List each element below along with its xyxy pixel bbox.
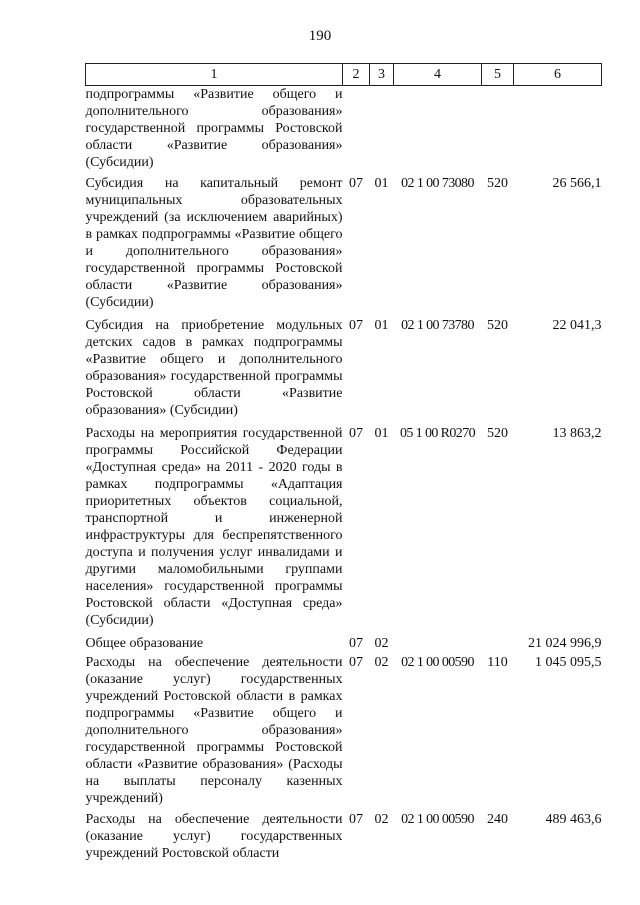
- row-subsection: [370, 86, 394, 172]
- row-expense-type: [482, 631, 514, 654]
- header-cell-2: 2: [343, 64, 370, 86]
- budget-table: [85, 63, 602, 864]
- table-row: [86, 171, 602, 313]
- table-row: [86, 631, 602, 654]
- header-cell-6: 6: [514, 64, 602, 86]
- row-name: Субсидия на приобретение модульных детских садов в рамках подпрограммы «Развитие общего и дополнительного образования» государственной программы Ростовской области «Развитие образования» (Субсидии): [85, 318, 343, 418]
- row-name: Расходы на обеспечение деятельности (оказание услуг) государственных учреждений Ростовской области в рамках подпрограммы «Развитие общего и дополнительного образования» государственной программы Ростовской области «Развитие образования» (Расходы на выплаты персоналу казенных учреждений): [85, 655, 343, 806]
- row-name: Субсидия на капитальный ремонт муниципальных образовательных учреждений (за исключением аварийных) в рамках подпрограммы «Развитие общего и дополнительного образования» государственной программы Ростовской области «Развитие образования» (Субсидии): [85, 176, 343, 310]
- row-name: Расходы на обеспечение деятельности (оказание услуг) государственных учреждений Ростовской области: [85, 812, 343, 861]
- row-section: 07: [349, 318, 363, 333]
- row-section: 07: [349, 655, 363, 670]
- header-cell-3: 3: [370, 64, 394, 86]
- row-amount: 21 024 996,9: [528, 636, 602, 651]
- header-cell-5: 5: [482, 64, 514, 86]
- row-target-article: [394, 86, 482, 172]
- row-expense-type: 520: [487, 426, 508, 441]
- row-expense-type: 240: [487, 812, 508, 827]
- table-row: [86, 313, 602, 421]
- header-cell-4: 4: [394, 64, 482, 86]
- header-cell-1: 1: [86, 64, 343, 86]
- row-name: Общее образование: [85, 636, 204, 651]
- row-section: 07: [349, 636, 363, 651]
- row-target-article: 05 1 00 R0270: [399, 426, 476, 441]
- row-section: 07: [349, 176, 363, 191]
- row-subsection: 02: [374, 636, 389, 651]
- row-amount: 22 041,3: [552, 318, 602, 333]
- row-expense-type: 110: [487, 655, 508, 670]
- row-section: [343, 86, 370, 172]
- row-amount: 489 463,6: [545, 812, 602, 827]
- table-row: [86, 421, 602, 631]
- row-section: 07: [349, 812, 363, 827]
- row-amount: 1 045 095,5: [535, 655, 602, 670]
- table-row: [86, 654, 602, 807]
- row-expense-type: 520: [487, 318, 508, 333]
- row-expense-type: 520: [487, 176, 508, 191]
- row-name: подпрограммы «Развитие общего и дополнительного образования» государственной программы Ростовской области «Развитие образования» (Субсидии): [85, 87, 343, 170]
- table-header-row: [86, 64, 602, 86]
- table-row: [86, 807, 602, 864]
- row-section: 07: [349, 426, 363, 441]
- row-target-article: [394, 631, 482, 654]
- row-target-article: 02 1 00 00590: [401, 655, 474, 670]
- row-target-article: 02 1 00 73080: [401, 176, 474, 191]
- row-subsection: 02: [374, 655, 389, 670]
- row-amount: 26 566,1: [552, 176, 602, 191]
- row-subsection: 01: [374, 176, 389, 191]
- row-target-article: 02 1 00 73780: [401, 318, 474, 333]
- row-subsection: 01: [374, 318, 389, 333]
- row-name: Расходы на мероприятия государственной программы Российской Федерации «Доступная среда» на 2011 - 2020 годы в рамках подпрограммы «Адаптация приоритетных объектов социальной, транспортной и инженерной инфраструктуры для беспрепятственного доступа и получения услуг инвалидами и другими маломобильными группами населения» государственной программы Ростовской области «Доступная среда» (Субсидии): [85, 426, 343, 628]
- row-amount: 13 863,2: [552, 426, 602, 441]
- row-target-article: 02 1 00 00590: [401, 812, 474, 827]
- page-number: 190: [308, 28, 332, 44]
- row-expense-type: [482, 86, 514, 172]
- row-subsection: 02: [374, 812, 389, 827]
- row-amount: [514, 86, 602, 172]
- row-subsection: 01: [374, 426, 389, 441]
- table-row: [86, 86, 602, 172]
